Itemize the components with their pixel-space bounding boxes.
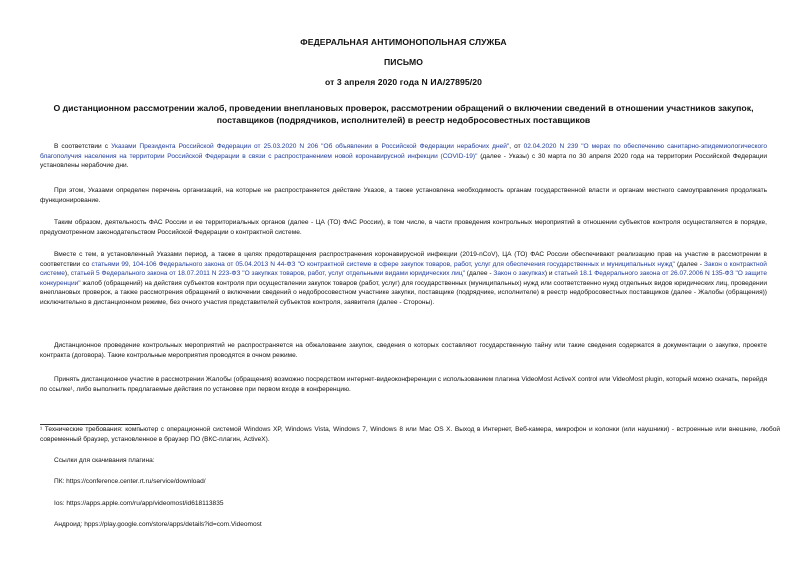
text: ) и	[544, 270, 555, 277]
paragraph-6: Принять дистанционное участие в рассмотрении Жалобы (обращения) возможно посредством интернет-видеоконференции с использованием плагина VideoMost ActiveX control или VideoMost plugin, который можно скачать, перейдя по ссылке¹, либо выполнить предлагаемые действия по установке при первом входе в конференцию.	[40, 376, 767, 393]
text: (далее - Указы) с 30 марта по 30 апреля 2020 года на территории Российской Федерации установлены нерабочие дни.	[40, 152, 767, 169]
text: (далее -	[674, 260, 705, 268]
text: жалоб (обращений) на действия субъектов контроля при осуществлении закупок товаров (работ, услуг) для государственных (муниципальных) нужд или соответственно нужд отдельных видов юридических лиц, проведении внеплановых проверок, а также рассмотрения обращений о включении сведений о недобросовестном участнике закупки, поставщике (подрядчике, исполнителе) в реестр недобросовестных поставщиков (далее - Жалобы (обращения)) исключительно в дистанционном режиме, без очного участия представителей субъектов контроля, заявителя (далее - Стороны).	[40, 279, 767, 306]
paragraph-1	[40, 142, 767, 171]
text: , от	[509, 143, 524, 150]
plugin-link-ios[interactable]: Ios: https://apps.apple.com/ru/app/videomost/id618113835	[54, 500, 224, 507]
link-law-44fz[interactable]: статьями 99, 104-106 Федерального закона от 05.04.2013 N 44-ФЗ "О контрактной системе в сфере закупок товаров, работ, услуг для обеспечения государственных и муниципальных нужд"	[91, 260, 675, 268]
footnote-text: ¹ Технические требования: компьютер с операционной системой Windows XP, Windows Vista, Windows 7, Windows 8 или Mac OS X. Выход в Интернет, Веб-камера, микрофон и колонки (или наушники) - встроенные или внешние, любой современный браузер, установленное в браузер ПО (ВКС-плагин, ActiveX).	[40, 426, 780, 443]
document-date-number: от 3 апреля 2020 года N ИА/27895/20	[324, 77, 483, 87]
text: (далее -	[464, 270, 494, 277]
document-title: О дистанционном рассмотрении жалоб, проведении внеплановых проверок, рассмотрении обращений о включении сведений в отношении участников закупок, поставщиков (подрядчиков, исполнителей) в реестр недобросовестных поставщиков	[53, 103, 754, 125]
text: В соответствии с	[54, 143, 112, 150]
paragraph-2: При этом, Указами определен перечень организаций, на которые не распространяется действие Указов, а также установлена необходимость органам государственной власти и органам местного самоуправления продолжать функционирование.	[40, 187, 767, 204]
plugin-link-pc[interactable]: ПК: https://conference.center.rt.ru/service/download/	[54, 478, 206, 485]
link-contract-system-law[interactable]: Закон о контрактной системе	[40, 260, 767, 277]
text: Вместе с тем, в установленный Указами период, а также в целях предотвращения распространения коронавирусной инфекции (2019-nCoV), ЦА (ТО) ФАС России обеспечивают реализацию прав на участие в рассмотрении в соответствии со	[40, 251, 767, 268]
paragraph-5: Дистанционное проведение контрольных мероприятий не распространяется на обжалование закупок, сведения о которых составляют государственную тайну или такие сведения содержатся в документации о закупке, проекте контракта (договора). Такие контрольные мероприятия проводятся в очном режиме.	[40, 342, 767, 359]
text: ),	[64, 270, 71, 277]
link-decree-206[interactable]: Указами Президента Российской Федерации от 25.03.2020 N 206 "Об объявлении в Российской Федерации нерабочих дней"	[111, 143, 510, 150]
paragraph-4	[40, 250, 767, 307]
plugin-link-android[interactable]: Андроид: hpps://play.google.com/store/apps/details?id=com.Videomost	[54, 521, 262, 528]
link-law-223fz[interactable]: статьей 5 Федерального закона от 18.07.2011 N 223-ФЗ "О закупках товаров, работ, услуг отдельными видами юридических лиц"	[70, 270, 465, 277]
paragraph-3: Таким образом, деятельность ФАС России и ее территориальных органов (далее - ЦА (ТО) ФАС России), в том числе, в части проведения контрольных мероприятий в отношении субъектов контроля осуществляется в порядке, предусмотренном законодательством Российской Федерации о контрактной системе.	[40, 219, 767, 236]
link-law-135fz[interactable]: статьей 18.1 Федерального закона от 26.07.2006 N 135-ФЗ "О защите конкуренции"	[40, 270, 767, 287]
link-procurement-law[interactable]: Закон о закупках	[493, 270, 545, 277]
agency-name: ФЕДЕРАЛЬНАЯ АНТИМОНОПОЛЬНАЯ СЛУЖБА	[300, 37, 507, 47]
link-decree-239[interactable]: 02.04.2020 N 239 "О мерах по обеспечению санитарно-эпидемиологического благополучия населения на территории Российской Федерации в связи с распространением новой коронавирусной инфекции (COVID-19)"	[40, 143, 767, 160]
document-type: ПИСЬМО	[384, 57, 423, 67]
plugin-links-title: Ссылки для скачивания плагина:	[54, 457, 155, 464]
